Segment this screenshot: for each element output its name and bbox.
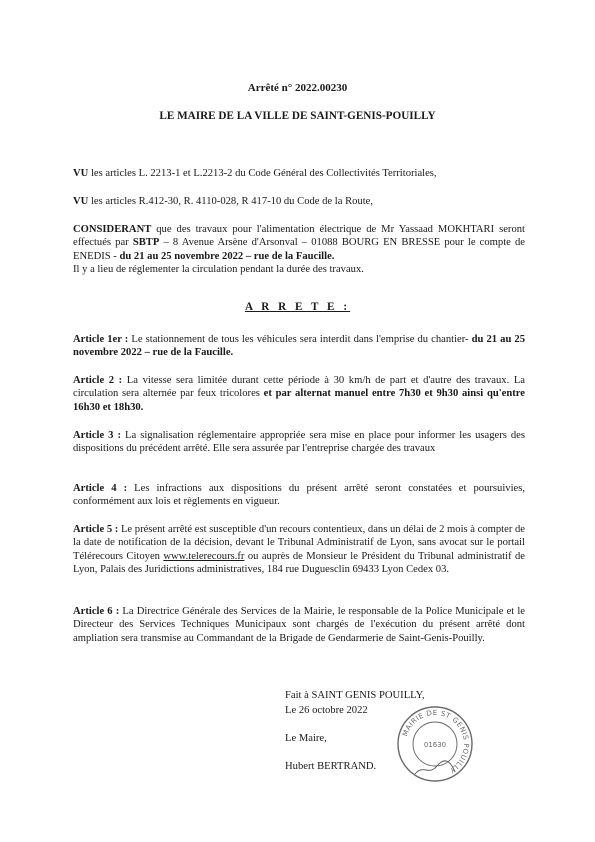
considerant-label: CONSIDERANT bbox=[73, 224, 152, 235]
signatory-name: Hubert BERTRAND. bbox=[285, 761, 377, 772]
article-label: Article 3 : bbox=[73, 430, 122, 441]
article-label: Article 5 : bbox=[73, 524, 119, 535]
article-text: Les infractions aux dispositions du présent arrêté seront constatées et poursuivies, conformément aux lois et règlements en vigueur. bbox=[73, 483, 525, 508]
vu-label: VU bbox=[73, 168, 89, 179]
article-label: Article 4 : bbox=[73, 483, 128, 494]
vu-paragraph-1 bbox=[73, 167, 525, 180]
article-text: Le stationnement de tous les véhicules sera interdit dans l'emprise du chantier- bbox=[128, 334, 472, 345]
signature-date: Le 26 octobre 2022 bbox=[285, 705, 368, 716]
article-2 bbox=[73, 374, 525, 414]
arrete-heading-text: A R R E T E : bbox=[244, 301, 351, 313]
article-text: ou auprès de Monsieur le Président du Tribunal administratif de Lyon, Palais des Juridictions administratives, 184 rue Duguesclin 69433 Lyon Cedex 03. bbox=[73, 550, 525, 576]
article-4 bbox=[73, 482, 525, 509]
telerecours-link[interactable]: www.telerecours.fr bbox=[163, 550, 245, 562]
article-text: La Directrice Générale des Services de la Mairie, le responsable de la Police Municipale et le Directeur des Services Techniques Municipaux sont chargés de l'exécution du présent arrêté dont ampliation sera transmise au Commandant de la Brigade de Gendarmerie de Saint-Genis-Pouilly. bbox=[73, 606, 525, 644]
considerant-paragraph bbox=[73, 223, 525, 277]
article-label: Article 1er : bbox=[73, 334, 129, 345]
article-label: Article 6 : bbox=[73, 606, 120, 617]
considerant-conclusion: Il y a lieu de réglementer la circulation pendant la durée des travaux. bbox=[73, 264, 364, 276]
stamp-text: MAIRIE DE ST GENIS POUILLY bbox=[401, 708, 471, 775]
mairie-seal-icon bbox=[395, 704, 475, 784]
considerant-address: – 8 Avenue Arsène d'Arsonval – 01088 BOURG EN BRESSE pour le compte de ENEDIS - bbox=[73, 237, 525, 262]
considerant-dates: du 21 au 25 novembre 2022 – rue de la Faucille. bbox=[119, 250, 335, 262]
article-bold-text: et par alternat manuel entre 7h30 et 9h30 ainsi qu'entre 16h30 et 18h30. bbox=[73, 388, 526, 413]
vu-label: VU bbox=[73, 196, 89, 207]
considerant-text: que des travaux pour l'alimentation électrique de Mr Yassaad MOKHTARI seront effectués par bbox=[73, 224, 525, 249]
company-name: SBTP bbox=[132, 237, 160, 249]
article-5 bbox=[73, 523, 525, 577]
arrete-number: Arrêté n° 2022.00230 bbox=[247, 82, 348, 94]
signature-role: Le Maire, bbox=[285, 733, 327, 744]
arrete-heading bbox=[0, 301, 595, 314]
article-6 bbox=[73, 605, 525, 645]
article-1 bbox=[73, 333, 525, 360]
article-text: La signalisation réglementaire appropriée sera mise en place pour informer les usagers des dispositions du précédent arrêté. Elle sera assurée par l'entreprise chargée des travaux bbox=[73, 430, 525, 455]
article-3 bbox=[73, 429, 525, 456]
article-text: Le présent arrêté est susceptible d'un recours contentieux, dans un délai de 2 mois à compter de la date de notification de la décision, devant le Tribunal Administratif de Lyon, sans avocat sur le portail Télérecours Citoyen bbox=[73, 524, 525, 562]
signature-place: Fait à SAINT GENIS POUILLY, bbox=[285, 690, 425, 701]
vu-text: les articles L. 2213-1 et L.2213-2 du Code Général des Collectivités Territoriales, bbox=[88, 168, 437, 179]
article-label: Article 2 : bbox=[73, 375, 123, 386]
vu-paragraph-2 bbox=[73, 195, 525, 208]
vu-text: les articles R.412-30, R. 4110-028, R 417-10 du Code de la Route, bbox=[88, 196, 374, 207]
stamp-code: 01630 bbox=[423, 741, 447, 749]
article-bold-text: du 21 au 25 novembre 2022 – rue de la Faucille. bbox=[73, 334, 525, 359]
issuing-authority: LE MAIRE DE LA VILLE DE SAINT-GENIS-POUILLY bbox=[159, 110, 436, 122]
article-text: La vitesse sera limitée durant cette période à 30 km/h de part et d'autre des travaux. La circulation sera alternée par feux tricolores bbox=[73, 375, 525, 400]
